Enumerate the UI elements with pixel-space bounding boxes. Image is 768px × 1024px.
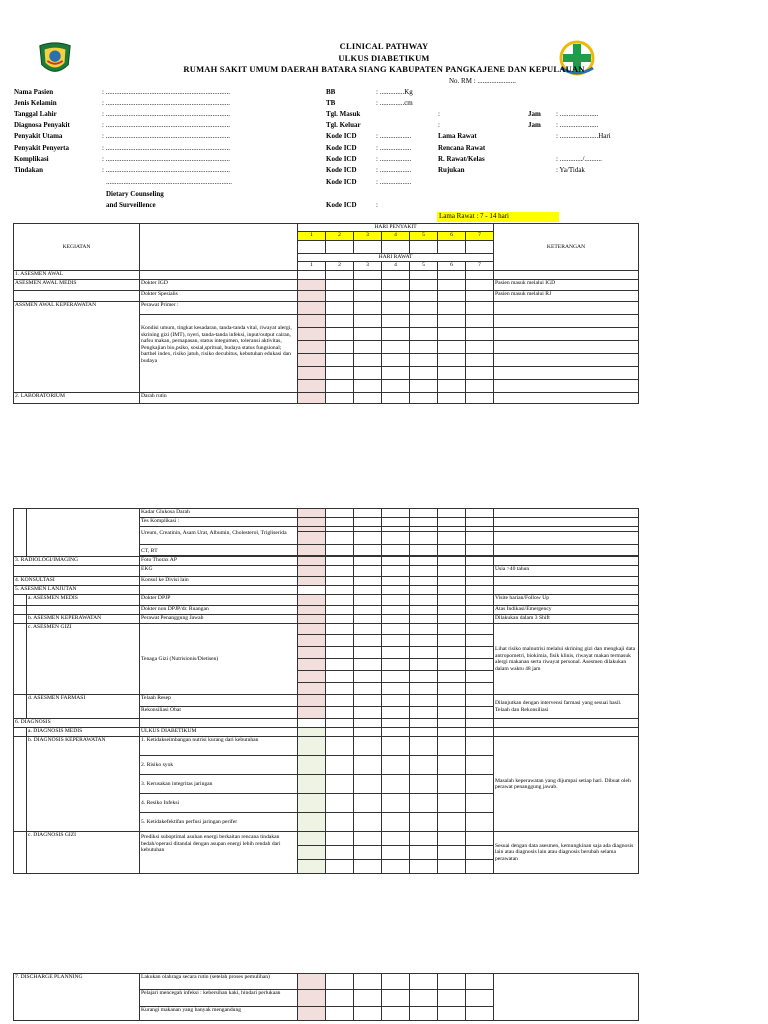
cell-glukosa: Kadar Glukosa Darah: [140, 509, 298, 518]
cell-ulkus: ULKUS DIABETIKUM: [140, 728, 298, 737]
label-kode-icd-5: Kode ICD: [326, 178, 357, 186]
hr-day-5: 5: [410, 262, 438, 271]
cell-dokter-igd: Dokter IGD: [140, 280, 298, 291]
field-tindakan[interactable]: : .......................................................................: [102, 166, 230, 174]
field-kode-icd-4[interactable]: : ..................: [376, 166, 412, 174]
table-row: [14, 586, 639, 595]
cell-tes-komplikasi: Tes Komplikasi :: [140, 518, 298, 527]
row-asesmen-keperawatan: ASSMEN AWAL KEPERAWATAN: [14, 302, 140, 393]
field-nama-pasien[interactable]: : .......................................................................: [102, 88, 230, 96]
row-radiologi: 3. RADIOLOGI/IMAGING: [14, 557, 140, 566]
field-jam-masuk[interactable]: : ......................: [556, 110, 599, 118]
label-kode-icd-3: Kode ICD: [326, 155, 357, 163]
cell-telaah-resep: Telaah Resep: [140, 695, 298, 707]
field-tgl-masuk[interactable]: :: [438, 110, 440, 118]
ket-farmasi: Dilanjutkan dengan intervensi farmasi yang sesuai hasil. Telaah dan Rekonsiliasi: [494, 695, 639, 719]
field-komplikasi[interactable]: : .......................................................................: [102, 155, 230, 163]
label-ruang-rawat: R. Rawat/Kelas: [438, 155, 485, 163]
row-diagnosis-medis: a. DIAGNOSIS MEDIS: [27, 728, 140, 737]
header-hari-rawat: HARI RAWAT: [298, 254, 494, 262]
field-penyakit-penyerta[interactable]: : .......................................................................: [102, 144, 230, 152]
cell-rekonsiliasi: Rekonsiliasi Obat: [140, 707, 298, 719]
cell-diag-gizi: Prediksi suboptimal asuhan energi berkaitan rencana tindakan bedah/operasi ditandai dengan asupan energi lebih rendah dari kebutuhan: [140, 832, 298, 874]
cell-kondisi-umum: Kondisi umum, tingkat kesadaran, tanda-tanda vital, riwayat alergi, skrining gizi (IMT), nyeri, tanda-tanda infeksi, input/output cairan, nafsu makan, pernapasan, status integumen, toleransi aktivitas, Pengkajian bio,psiko, sosial,spritual, budaya status fungsional; barthel index, risiko jatuh, risiko decubitus, kebutuhan edukasi dan budaya: [140, 315, 298, 393]
table-row: [14, 737, 639, 756]
hp-day-2: 2: [326, 232, 354, 241]
cell-diag-kep-4: 4. Resiko Infeksi: [140, 794, 298, 813]
dietary-label-1: Dietary Counseling: [106, 190, 164, 198]
label-jenis-kelamin: Jenis Kelamin: [14, 99, 57, 107]
row-asesmen-medis: a. ASESMEN MEDIS: [27, 595, 140, 606]
field-penyakit-utama[interactable]: : .......................................................................: [102, 132, 230, 140]
pathway-table-page2: [13, 508, 639, 874]
label-penyakit-utama: Penyakit Utama: [14, 132, 63, 140]
row-asesmen-awal: 1. ASESMEN AWAL: [14, 271, 140, 280]
label-nama-pasien: Nama Pasien: [14, 88, 54, 96]
field-kode-icd-1[interactable]: : ..................: [376, 132, 412, 140]
table-row: [14, 728, 639, 737]
field-ruang-rawat[interactable]: : ............./..........: [556, 155, 602, 163]
cell-dp-olahraga: Lakukan olahraga secara rutin (setelah proses pemulihan): [140, 974, 298, 990]
hr-day-3: 3: [354, 262, 382, 271]
table-row: [14, 393, 639, 404]
cell-dp-makanan: Kurangi makanan yang banyak mengandung: [140, 1007, 298, 1021]
hp-day-5: 5: [410, 232, 438, 241]
row-diagnosis: 6. DIAGNOSIS: [14, 719, 140, 728]
dietary-label-2: and Surveillence: [106, 201, 156, 209]
label-tanggal-lahir: Tanggal Lahir: [14, 110, 57, 118]
row-discharge-planning: 7. DISCHARGE PLANNING: [14, 974, 140, 1021]
row-asesmen-keperawatan-lanjut: b. ASESMEN KEPERAWATAN: [27, 615, 140, 624]
cell-tenaga-gizi: Tenaga Gizi (Nutrisionis/Dietisen): [140, 624, 298, 695]
ket-3-shift: Dilakukan dalam 3 Shift: [494, 615, 639, 624]
table-row: [14, 974, 639, 990]
field-tgl-keluar[interactable]: :: [438, 121, 440, 129]
row-asesmen-awal-medis: ASESMEN AWAL MEDIS: [14, 280, 140, 291]
label-diagnosa: Diagnosa Penyakit: [14, 121, 70, 129]
title-hospital: RUMAH SAKIT UMUM DAERAH BATARA SIANG KABUPATEN PANGKAJENE DAN KEPULAUAN: [183, 64, 585, 74]
hp-day-7: 7: [466, 232, 494, 241]
pathway-table-page3: [13, 973, 639, 1021]
cell-ekg: EKG: [140, 566, 298, 577]
table-row: [14, 280, 639, 291]
row-konsultasi: 4. KONSULTASI: [14, 577, 140, 586]
label-tgl-keluar: Tgl. Keluar: [326, 121, 361, 129]
row-asesmen-farmasi: d. ASESMEN FARMASI: [27, 695, 140, 719]
label-jam-masuk: Jam: [528, 110, 541, 118]
title-diagnosis: ULKUS DIABETIKUM: [338, 53, 430, 63]
cell-foto-thorax: Foto Thorax AP: [140, 557, 298, 566]
label-kode-icd-1: Kode ICD: [326, 132, 357, 140]
ket-rj: Pasien masuk melalui RJ: [494, 291, 639, 302]
field-bb[interactable]: : ..............Kg: [376, 88, 413, 96]
label-rencana-rawat: Rencana Rawat: [438, 144, 486, 152]
cell-dp-infeksi: Pelajari mencegah infeksi : kebersihan kaki, hindari perlukaan: [140, 990, 298, 1007]
row-asesmen-lanjutan: 5. ASESMEN LANJUTAN: [14, 586, 140, 595]
field-tanggal-lahir[interactable]: : .......................................................................: [102, 110, 230, 118]
label-kode-icd-2: Kode ICD: [326, 144, 357, 152]
ket-igd: Pasien masuk melalui IGD: [494, 280, 639, 291]
table-row: [14, 577, 639, 586]
cell-perawat-primer: Perawat Primer :: [140, 302, 298, 315]
field-tindakan-extra[interactable]: ........................................................................: [106, 178, 232, 186]
cell-darah-rutin: Darah rutin: [140, 393, 298, 404]
cell-ct-bt: CT, BT: [140, 545, 298, 556]
label-rujukan: Rujukan: [438, 166, 465, 174]
label-jam-keluar: Jam: [528, 121, 541, 129]
check-cell[interactable]: [298, 291, 326, 302]
label-penyakit-penyerta: Penyakit Penyerta: [14, 144, 70, 152]
field-kode-icd-6[interactable]: :: [376, 201, 378, 209]
label-lama-rawat: Lama Rawat: [438, 132, 477, 140]
hp-day-6: 6: [438, 232, 466, 241]
row-laboratorium: 2. LABORATORIUM: [14, 393, 140, 404]
hr-day-7: 7: [466, 262, 494, 271]
table-row: [14, 719, 639, 728]
header-kegiatan: KEGIATAN: [14, 224, 140, 271]
cell-konsul: Konsul ke Divisi lain: [140, 577, 298, 586]
ket-indikasi: Atas Indikasi/Emergency: [494, 606, 639, 615]
label-kode-icd-4: Kode ICD: [326, 166, 357, 174]
label-komplikasi: Komplikasi: [14, 155, 49, 163]
field-jam-keluar[interactable]: : ......................: [556, 121, 599, 129]
hr-day-6: 6: [438, 262, 466, 271]
hr-day-4: 4: [382, 262, 410, 271]
cell-dokter-spesialis: Dokter Spesialis: [140, 291, 298, 302]
table-row: [14, 615, 639, 624]
title-clinical-pathway: CLINICAL PATHWAY: [339, 41, 429, 51]
label-bb: BB: [326, 88, 336, 96]
ket-usia: Usia >40 tahun: [494, 566, 639, 577]
pathway-table-page1: [13, 223, 639, 404]
field-lama-rawat[interactable]: : ......................Hari: [556, 132, 611, 140]
table-row: [14, 271, 639, 280]
table-row: [14, 595, 639, 606]
cell-diag-kep-5: 5. Ketidakefektifan perfusi jaringan perifer: [140, 813, 298, 832]
field-kode-icd-3[interactable]: : ..................: [376, 155, 412, 163]
table-row: [14, 291, 639, 302]
ket-visite: Visite harian/Follow Up: [494, 595, 639, 606]
no-rm-field[interactable]: No. RM : ......................: [449, 77, 516, 85]
row-diagnosis-gizi: c. DIAGNOSIS GIZI: [27, 832, 140, 874]
hp-day-1: 1: [298, 232, 326, 241]
cell-perawat-pj: Perawat Penanggung Jawab: [140, 615, 298, 624]
field-diagnosa[interactable]: : .......................................................................: [102, 121, 230, 129]
label-tb: TB: [326, 99, 336, 107]
ket-diag-gizi: Sesuai dengan data asesmen, kemungkinan saja ada diagnosis lain atau diagnosis lain atau diagnosis berubah selama perawatan: [494, 832, 639, 874]
row-diagnosis-keperawatan: b. DIAGNOSIS KEPERAWATAN: [27, 737, 140, 832]
check-cell[interactable]: [298, 280, 326, 291]
header-hari-penyakit: HARI PENYAKIT: [298, 224, 494, 232]
table-row: [14, 557, 639, 566]
label-tgl-masuk: Tgl. Masuk: [326, 110, 361, 118]
cell-dokter-dpjp: Dokter DPJP: [140, 595, 298, 606]
field-rujukan[interactable]: : Ya/Tidak: [556, 166, 585, 174]
table-row: [14, 832, 639, 846]
ket-gizi: Lihat risiko malnutrisi melalui skrining gizi dan mengkaji data antropometri, biokimia, fisik klinis, riwayat makan termasuk alergi makanan serta riwayat personal. Asesmen dilakukan dalam waktu 48 jam: [494, 624, 639, 695]
field-jenis-kelamin[interactable]: : .......................................................................: [102, 99, 230, 107]
table-row: [14, 695, 639, 707]
table-row: [14, 302, 639, 315]
hp-day-4: 4: [382, 232, 410, 241]
cell-diag-kep-2: 2. Risiko syok: [140, 756, 298, 775]
cell-dokter-non-dpjp: Dokter non DPJP/dr. Ruangan: [140, 606, 298, 615]
label-tindakan: Tindakan: [14, 166, 44, 174]
header-blank: [140, 224, 298, 271]
label-kode-icd-6: Kode ICD: [326, 201, 357, 209]
hr-day-1: 1: [298, 262, 326, 271]
field-kode-icd-2[interactable]: : ..................: [376, 144, 412, 152]
cell-diag-kep-3: 3. Kerusakan integritas jaringan: [140, 775, 298, 794]
header-keterangan: KETERANGAN: [494, 224, 639, 271]
cell-ureum: Ureum, Creatinin, Asam Urat, Albumin, Cholesterol, Trigliserida: [140, 527, 298, 545]
field-tb[interactable]: : ..............cm: [376, 99, 413, 107]
cell-diag-kep-1: 1. Ketidakseimbangan nutrisi kurang dari kebutuhan: [140, 737, 298, 756]
ket-diag-kep: Masalah keperawatan yang dijumpai setiap hari. Dibuat oleh perawat penanggung jawab.: [494, 737, 639, 832]
hp-day-3: 3: [354, 232, 382, 241]
field-kode-icd-5[interactable]: : ..................: [376, 178, 412, 186]
table-row: [14, 624, 639, 635]
lama-rawat-badge: Lama Rawat : 7 - 14 hari: [437, 212, 559, 222]
row-asesmen-gizi: c. ASESMEN GIZI: [27, 624, 140, 695]
hr-day-2: 2: [326, 262, 354, 271]
